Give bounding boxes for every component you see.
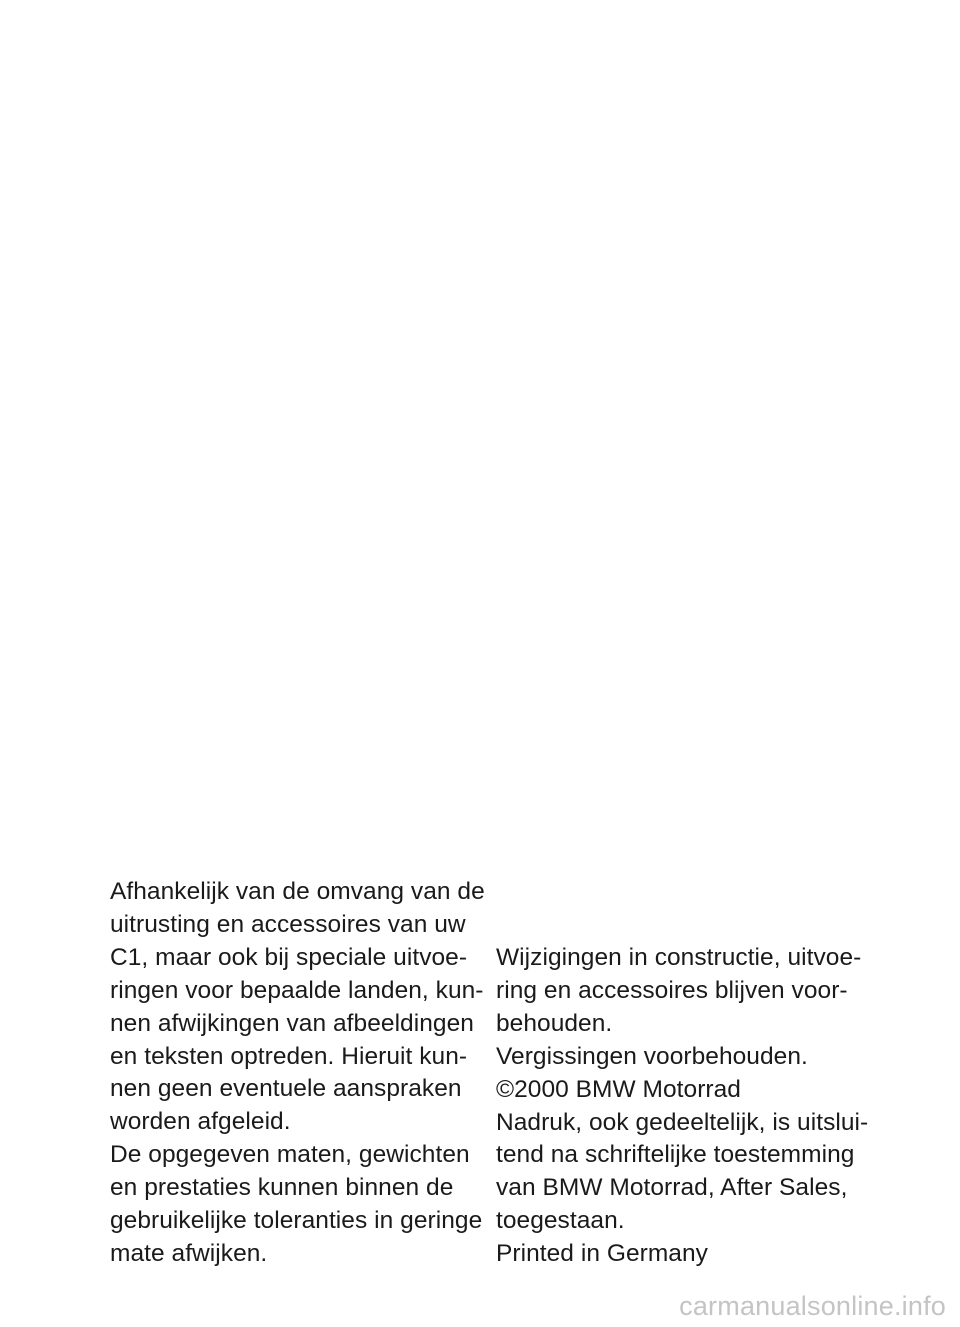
disclaimer-column bbox=[110, 876, 490, 1271]
copyright-column bbox=[496, 942, 876, 1271]
reprint-notice-line: Nadruk, ook gedeeltelijk, is uitslui- bbox=[496, 1108, 869, 1136]
tolerance-line: gebruikelijke toleranties in geringe bbox=[110, 1207, 483, 1235]
disclaimer-line: ringen voor bepaalde landen, kun- bbox=[110, 976, 484, 1004]
changes-notice-line: behouden. bbox=[496, 1009, 613, 1037]
disclaimer-line: nen geen eventuele aanspraken bbox=[110, 1075, 462, 1103]
tolerance-line: mate afwijken. bbox=[110, 1239, 268, 1267]
disclaimer-line: worden afgeleid. bbox=[110, 1108, 291, 1136]
printed-in-line: Printed in Germany bbox=[496, 1240, 708, 1268]
tolerance-line: en prestaties kunnen binnen de bbox=[110, 1174, 454, 1202]
reprint-notice-line: toegestaan. bbox=[496, 1207, 625, 1235]
watermark: carmanualsonline.info bbox=[679, 1291, 946, 1321]
disclaimer-line: en teksten optreden. Hieruit kun- bbox=[110, 1042, 468, 1070]
errors-notice-line: Vergissingen voorbehouden. bbox=[496, 1042, 808, 1070]
disclaimer-line: nen afwijkingen van afbeeldingen bbox=[110, 1009, 474, 1037]
copyright-line: ©2000 BMW Motorrad bbox=[496, 1075, 741, 1103]
changes-notice-line: Wijzigingen in constructie, uitvoe- bbox=[496, 944, 862, 971]
disclaimer-line: Afhankelijk van de omvang van de bbox=[110, 878, 485, 905]
disclaimer-line: C1, maar ook bij speciale uitvoe- bbox=[110, 943, 468, 971]
tolerance-line: De opgegeven maten, gewichten bbox=[110, 1141, 470, 1169]
reprint-notice-line: van BMW Motorrad, After Sales, bbox=[496, 1174, 848, 1202]
changes-notice-line: ring en accessoires blijven voor- bbox=[496, 976, 848, 1004]
reprint-notice-line: tend na schriftelijke toestemming bbox=[496, 1141, 855, 1169]
disclaimer-line: uitrusting en accessoires van uw bbox=[110, 910, 466, 938]
